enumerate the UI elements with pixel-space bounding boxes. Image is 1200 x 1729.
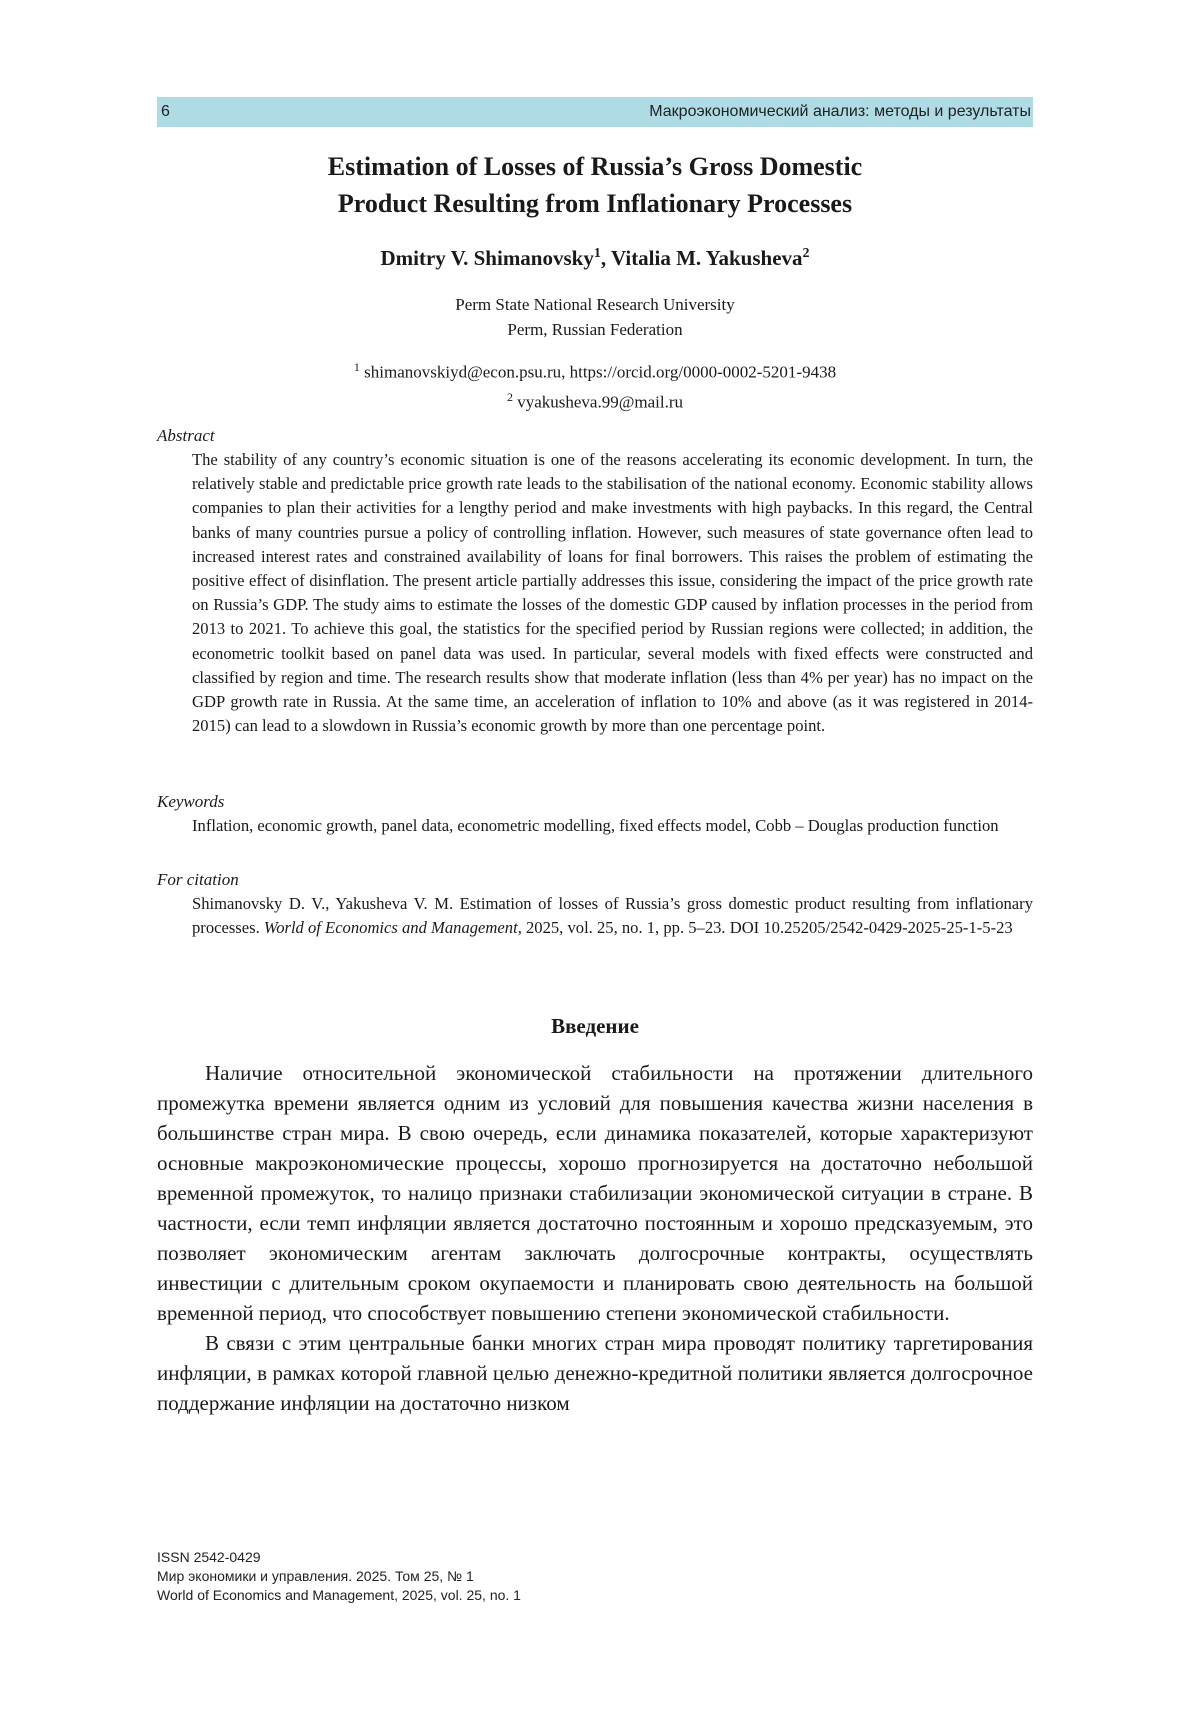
keywords-text: Inflation, economic growth, panel data, econometric modelling, fixed effects model, Cobb – Douglas production function [192, 816, 999, 835]
contact-2-mark: 2 [506, 389, 513, 404]
footer-journal-en: World of Economics and Management, 2025, vol. 25, no. 1 [157, 1587, 521, 1603]
author-list [157, 240, 1033, 272]
introduction-body [157, 1058, 1033, 1418]
keywords-label: Keywords [157, 792, 225, 811]
author-2: Vitalia M. Yakusheva [610, 246, 803, 270]
citation-journal: World of Economics and Management [263, 918, 518, 938]
page-number: 6 [161, 103, 170, 120]
article-title-line-1: Estimation of Losses of Russia’s Gross Domestic [327, 152, 863, 181]
footer-issn: ISSN 2542-0429 [157, 1549, 261, 1565]
author-2-affiliation-mark: 2 [802, 246, 810, 261]
citation-text [192, 892, 1033, 940]
author-1-affiliation-mark: 1 [593, 246, 601, 261]
article-title-line-2: Product Resulting from Inflationary Processes [337, 189, 853, 218]
citation-volume-doi: , 2025, vol. 25, no. 1, pp. 5–23. DOI 10.25205/2542-0429-2025-25-1-5-23 [517, 918, 1013, 938]
citation-authors-title: Shimanovsky D. V., Yakusheva V. M. Estimation of losses of Russia’s gross domestic product resulting from inflationary processes. [192, 894, 1033, 938]
abstract-label: Abstract [157, 426, 215, 445]
footer-journal-ru: Мир экономики и управления. 2025. Том 25, № 1 [157, 1568, 474, 1584]
author-contacts [157, 355, 1033, 414]
author-1: Dmitry V. Shimanovsky [380, 246, 594, 270]
affiliation [157, 292, 1033, 342]
author-2-contact [157, 385, 1033, 415]
introduction-heading: Введение [551, 1014, 639, 1038]
affiliation-location: Perm, Russian Federation [507, 320, 683, 339]
author-1-email-orcid[interactable]: shimanovskiyd@econ.psu.ru, https://orcid.org/0000-0002-5201-9438 [364, 362, 837, 382]
author-1-contact [157, 355, 1033, 385]
keywords-section [157, 790, 1033, 838]
contact-1-mark: 1 [353, 360, 360, 374]
page-footer [157, 1548, 1033, 1605]
citation-section [157, 868, 1033, 940]
abstract-text: The stability of any country’s economic situation is one of the reasons accelerating its economic development. In turn, the relatively stable and predictable price growth rate leads to the stabilisation of the national economy. Economic stability allows companies to plan their activities for a lengthy period and make investments with high paybacks. In this regard, the Central banks of many countries pursue a policy of controlling inflation. However, such measures of state governance often lead to increased interest rates and constrained availability of loans for final borrowers. This raises the problem of estimating the positive effect of disinflation. The present article partially addresses this issue, considering the impact of the price growth rate on Russia’s GDP. The study aims to estimate the losses of the domestic GDP caused by inflation processes in the period from 2013 to 2021. To achieve this goal, the statistics for the specified period by Russian regions were collected; in addition, the econometric toolkit based on panel data was used. In particular, several models with fixed effects were constructed and classified by region and time. The research results show that moderate inflation (less than 4% per year) has no impact on the GDP growth rate in Russia. At the same time, an acceleration of inflation to 10% and above (as it was registered in 2014-2015) can lead to a slowdown in Russia’s economic growth by more than one percentage point. [192, 450, 1033, 736]
running-header-title: Макроэкономический анализ: методы и результаты [649, 103, 1031, 120]
introduction-paragraph-1: Наличие относительной экономической стабильности на протяжении длительного промежутка времени является одним из условий для повышения качества жизни населения в большинстве стран мира. В свою очередь, если динамика показателей, которые характеризуют основные макроэкономические процессы, хорошо прогнозируется на достаточно небольшой временной промежуток, то налицо признаки стабилизации экономической ситуации в стране. В частности, если темп инфляции является достаточно постоянным и хорошо предсказуемым, это позволяет экономическим агентам заключать долгосрочные контракты, осуществлять инвестиции с длительным сроком окупаемости и планировать свою деятельность на большой временной период, что способствует повышению степени экономической стабильности. [157, 1061, 1033, 1325]
affiliation-university: Perm State National Research University [455, 295, 735, 314]
article-title [157, 148, 1033, 222]
citation-label: For citation [157, 870, 239, 889]
introduction-paragraph-2: В связи с этим центральные банки многих стран мира проводят политику таргетирования инфляции, в рамках которой главной целью денежно-кредитной политики является долгосрочное поддержание инфляции на достаточно низком [157, 1331, 1033, 1415]
author-separator: , [600, 246, 611, 270]
running-header [157, 97, 1033, 127]
author-2-email[interactable]: vyakusheva.99@mail.ru [517, 392, 684, 412]
abstract-section [157, 424, 1033, 738]
